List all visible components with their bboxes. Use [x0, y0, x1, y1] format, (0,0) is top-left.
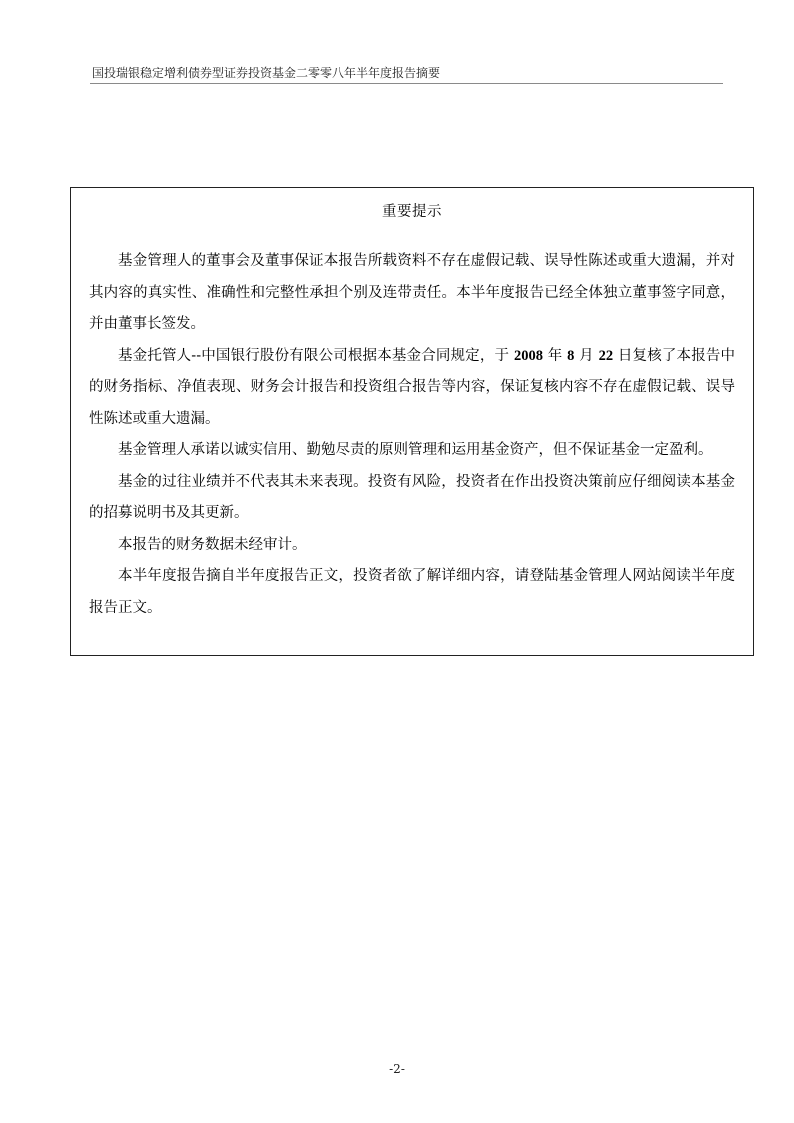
notice-paragraph-risk: 基金的过往业绩并不代表其未来表现。投资有风险，投资者在作出投资决策前应仔细阅读本基金的招募说明书及其更新。	[89, 473, 735, 521]
header-rule	[90, 83, 723, 84]
custodian-text-d: 日复核了本报告中的财务指标、净值表现、财务会计报告和投资组合报告等内容，保证复核内容不存在虚假记载、误导性陈述或重大遗漏。	[89, 347, 736, 427]
notice-paragraph-custodian	[89, 341, 735, 436]
notice-paragraph-summary-source: 本半年度报告摘自半年度报告正文，投资者欲了解详细内容，请登陆基金管理人网站阅读半年度报告正文。	[89, 568, 735, 616]
page-number: -2-	[389, 1062, 405, 1076]
custodian-text-a: 基金托管人--中国银行股份有限公司根据本基金合同规定，于	[118, 347, 514, 364]
notice-paragraph-unaudited: 本报告的财务数据未经审计。	[118, 536, 307, 553]
review-month: 8	[567, 347, 575, 364]
review-day: 22	[598, 347, 614, 364]
notice-paragraph-manager-commitment: 基金管理人承诺以诚实信用、勤勉尽责的原则管理和运用基金资产，但不保证基金一定盈利。	[118, 442, 713, 458]
important-notice-box	[70, 187, 754, 656]
review-year: 2008	[513, 347, 543, 364]
notice-title: 重要提示	[382, 204, 442, 220]
custodian-text-b: 年	[542, 347, 568, 364]
notice-paragraph-board: 基金管理人的董事会及董事保证本报告所载资料不存在虚假记载、误导性陈述或重大遗漏，并对其内容的真实性、准确性和完整性承担个别及连带责任。本半年度报告已经全体独立董事签字同意，并由董事长签发。	[89, 253, 735, 332]
running-header: 国投瑞银稳定增利债券型证券投资基金二零零八年半年度报告摘要	[92, 66, 441, 80]
notice-body	[89, 246, 735, 624]
custodian-text-c: 月	[574, 347, 599, 364]
